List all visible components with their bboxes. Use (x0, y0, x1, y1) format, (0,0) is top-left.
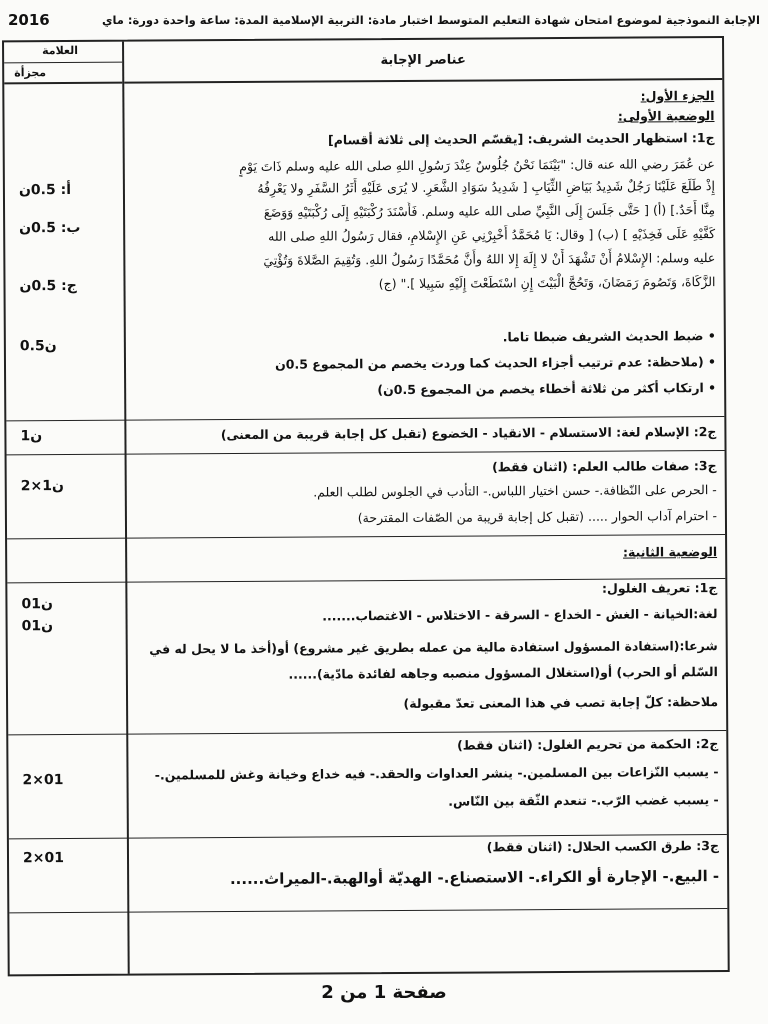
s2-q3-title: ج3: طرق الكسب الحلال: (اثنان فقط) (486, 838, 719, 855)
s2-q2-answer-line: - يسبب النّزاعات بين المسلمين.- ينشر العداوات والحقد.- فيه خداع وخيانة وغش للمسلمين.- (154, 764, 719, 783)
column-divider (122, 42, 130, 974)
hadith-line: إِذْ طَلَعَ عَلَيْنَا رَجُلٌ شَدِيدُ بَيَاضِ الثِّيَابِ [ شَدِيدُ سَوَادِ الشَّعَرِ. لا يُرَى عَلَيْهِ أَثَرُ السَّفَرِ ولا يَعْرِفُهُ (257, 178, 715, 196)
s2-q1-title: ج1: تعريف الغلول: (601, 580, 718, 596)
s2-q1-lang: لغة:الخيانة - الغش - الخداع - السرقة - الاختلاس - الاغتصاب....... (322, 606, 718, 624)
page-header (8, 8, 760, 32)
answer-table (2, 36, 730, 976)
q2-answer: ج2: الإسلام لغة: الاستسلام - الانقياد - الخضوع (تقبل كل إجابة قريبة من المعنى) (220, 424, 717, 443)
exam-year: 2016 (8, 11, 50, 29)
note-order: • (ملاحظة: عدم ترتيب أجزاء الحديث كما وردت يخصم من المجموع 0.5ن (275, 354, 717, 372)
precision-criterion: • ضبط الحديث الشريف ضبطا تاما. (502, 328, 716, 345)
s2-q2-title: ج2: الحكمة من تحريم الغلول: (اثنان فقط) (457, 736, 719, 753)
score-q2: 1ن (20, 428, 43, 445)
s2-q1-note: ملاحظة: كلّ إجابة تصب في هذا المعنى تعدّ مقبولة) (403, 694, 719, 711)
answers-content (130, 82, 719, 976)
s2-q2-answer-line: - يسبب غضب الرّب.- تنعدم الثّقة بين النّاس. (448, 792, 719, 809)
score-s2-q3: 2×01 (22, 850, 65, 867)
hadith-line: عليه وسلم: الإِسْلامُ أَنْ تَشْهَدَ أَنْ لا إِلَهَ إِلا اللهُ وأَنَّ مُحَمَّدًا رَسُولُ اللهِ. وَتُقِيمَ الصَّلاةَ وَتُؤْتِيَ (263, 250, 716, 268)
q3-answer-line: - احترام آداب الحوار ..... (تقبل كل إجابة قريبة من الصّفات المقترحة) (357, 508, 717, 526)
s2-q3-answer: - البيع.- الإجارة أو الكراء.- الاستصناع.- الهديّة أوالهبة.-الميراث...... (229, 867, 720, 889)
grade-column-header (4, 42, 122, 85)
score-q3: 2×1ن (20, 478, 64, 495)
note-errors: • ارتكاب أكثر من ثلاثة أخطاء يخصم من المجموع 0.5ن) (377, 380, 717, 398)
score-s2-q1-sharia: 01ن (21, 618, 54, 635)
score-q1b: ب: 0.5ن (19, 219, 81, 237)
part-title: الجزء الأول: (640, 88, 715, 104)
situation-1-title: الوضعية الأولى: (617, 108, 715, 124)
hadith-line: كَفَّيْهِ عَلَى فَخِذَيْهِ ] (ب) [ وقال: يَا مُحَمَّدُ أَخْبِرْنِي عَنِ الإِسْلامِ، فقال رَسُولُ اللهِ صلى الله (268, 226, 716, 244)
score-s2-q2: 2×01 (22, 772, 64, 789)
answer-column-header (124, 38, 722, 84)
hadith-line: عن عُمَرَ رضي الله عنه قال: "بَيْنَمَا نَحْنُ جُلُوسٌ عِنْدَ رَسُولِ اللهِ صلى الله عليه وسلم ذَاتَ يَوْمٍ (239, 156, 715, 174)
exam-header-text: الإجابة النموذجية لموضوع امتحان شهادة التعليم المتوسط اختبار مادة: التربية الإسلامية المدة: ساعة واحدة دورة: ماي (101, 13, 760, 27)
hadith-line: الزَّكَاةَ، وَتَصُومَ رَمَضَانَ، وَتَحُجَّ الْبَيْتَ إِنِ اسْتَطَعْتَ إِلَيْهِ سَبِيلا ]." (ج) (378, 274, 716, 292)
score-s2-q1-lang: 01ن (21, 596, 53, 613)
situation-2-title: الوضعية الثانية: (622, 544, 718, 560)
answer-elements-header: عناصر الإجابة (380, 52, 466, 68)
q1-title: ج1: استظهار الحديث الشريف: [يقسّم الحديث إلى ثلاثة أقسام] (327, 130, 715, 148)
hadith-line: مِنَّا أَحَدٌ.] (أ) [ حَتَّى جَلَسَ إِلَى النَّبِيِّ صلى الله عليه وسلم. فَأَسْنَدَ رُكْبَتَيْهِ إِلَى رُكْبَتَيْهِ وَوَضَعَ (263, 202, 716, 220)
q3-answer-line: - الحرص على النّظافة.- حسن اختيار اللباس.- التأدب في الجلوس لطلب العلم. (313, 482, 717, 500)
score-precision: 0.5ن (19, 338, 57, 355)
grade-header: العلامة (42, 43, 79, 58)
partial-grade-header: مجزأة (14, 66, 47, 80)
score-q1c: ج: 0.5ن (19, 277, 77, 295)
q3-title: ج3: صفات طالب العلم: (اثنان فقط) (492, 458, 717, 475)
s2-q1-sharia: شرعا:(استفادة المسؤول استفادة مالية من عمله بطريق غير مشروع) أو(أخذ ما لا يحل له في (149, 638, 718, 657)
score-q1a: أ: 0.5ن (18, 181, 72, 199)
s2-q1-sharia-cont: السّلم أو الحرب) أو(استغلال المسؤول منصبه وجاهه لفائدة مادّية)...... (288, 664, 718, 682)
page-number: صفحة 1 من 2 (321, 982, 447, 1003)
